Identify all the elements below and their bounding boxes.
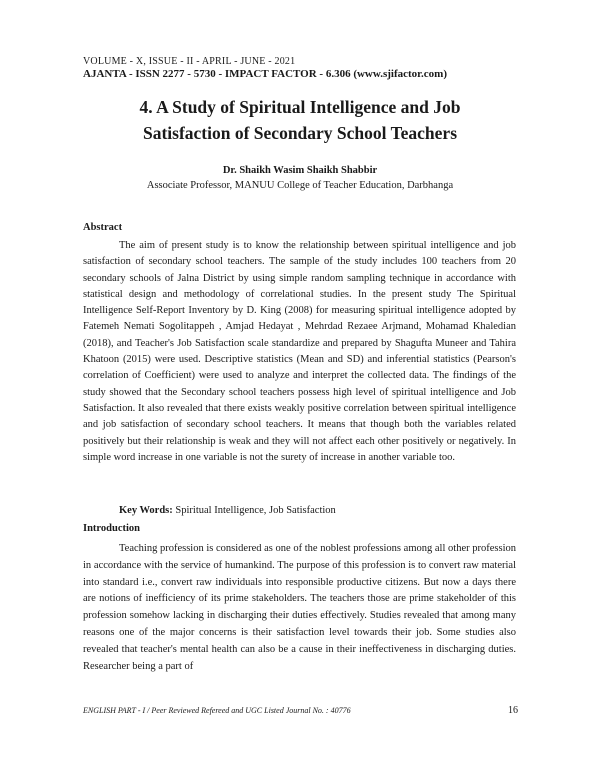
introduction-text: Teaching profession is considered as one of the noblest professions among all other profession in accordance with the service of humankind. The purpose of this profession is to convert raw material into standard i.e., convert raw individuals into responsible productive citizens. But now a days there are notions of inefficiency of its prime stakeholders. The teachers those are prime stakeholder of this profession somehow lacking in discharging their duties effectively. Studies revealed that among many reasons one of the major concerns is their satisfaction level towards their job. Some studies also revealed that teacher's mental health can also be a cause in their ineffectiveness in discharging duties. Researcher being a part of [83, 543, 516, 672]
article-title [60, 94, 540, 146]
abstract-heading: Abstract [83, 222, 123, 233]
page-number: 16 [508, 705, 518, 716]
introduction-heading: Introduction [83, 523, 140, 534]
author-name: Dr. Shaikh Wasim Shaikh Shabbir [222, 165, 378, 176]
keywords-value: Spiritual Intelligence, Job Satisfaction [172, 505, 336, 516]
keywords-line [119, 505, 336, 516]
article-title-line-1: 4. A Study of Spiritual Intelligence and Job [139, 97, 461, 117]
keywords-label: Key Words: [119, 505, 173, 516]
author-affiliation: Associate Professor, MANUU College of Teacher Education, Darbhanga [146, 180, 454, 191]
journal-volume-line: VOLUME - X, ISSUE - II - APRIL - JUNE - 2021 [83, 56, 296, 67]
article-title-line-2: Satisfaction of Secondary School Teachers [142, 123, 458, 143]
abstract-text: The aim of present study is to know the relationship between spiritual intelligence and job satisfaction of secondary school teachers. The sample of the study includes 100 teachers from 20 secondary schools of Jalna District by using simple random sampling technique in accordance with statistical design and methodology of correlational studies. In the present study The Spiritual Intelligence Self-Report Inventory by D. King (2008) for measuring spiritual intelligence adopted by Fatemeh Nemati Sogolitappeh , Amjad Hedayat , Mehrdad Rezaee Arjmand, Mohamad Khaledian (2018), and Teacher's Job Satisfaction scale standardize and prepared by Shagufta Muneer and Tahira Khatoon (2015) were used. Descriptive statistics (Mean and SD) and inferential statistics (Pearson's correlation of Coefficient) were used to analyze and interpret the collected data. The findings of the study showed that the Secondary school teachers possess high level of spiritual intelligence and Job Satisfaction. It also revealed that there exists weakly positive correlation between spiritual intelligence and job satisfaction of secondary school teachers. It means that though both the variables related positively but their relationship is weak and they will not affect each other positively or negatively. In simple word increase in one variable is not the surety of increase in another variable too. [83, 240, 516, 463]
page-footer: ENGLISH PART - I / Peer Reviewed Refereed and UGC Listed Journal No. : 40776 [83, 706, 351, 715]
journal-issn-line: AJANTA - ISSN 2277 - 5730 - IMPACT FACTOR - 6.306 (www.sjifactor.com) [83, 68, 447, 80]
